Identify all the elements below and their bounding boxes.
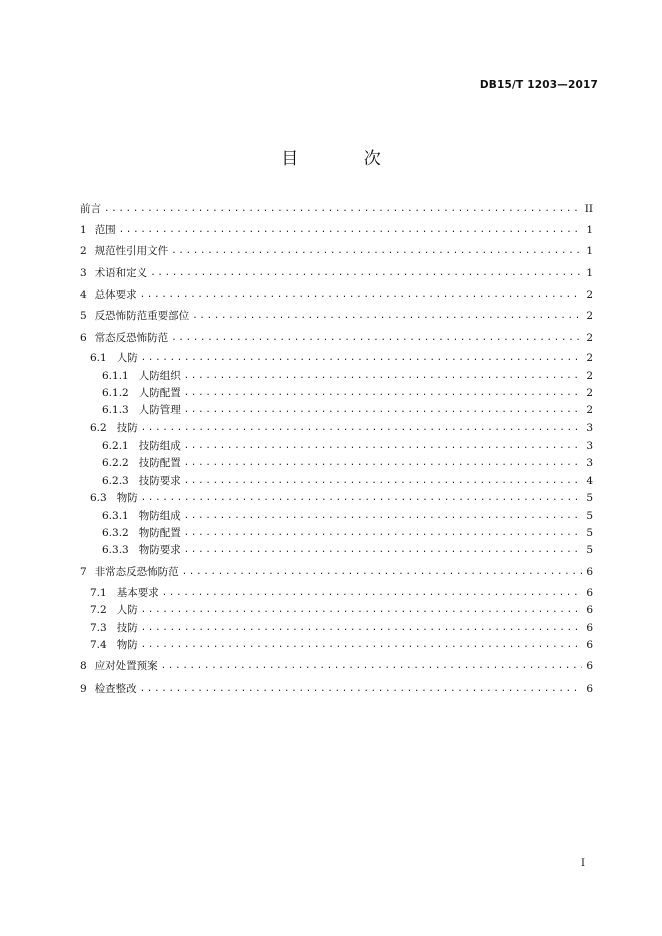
toc-entry-label: 技防要求 xyxy=(138,475,181,487)
toc-entry-label: 物防 xyxy=(116,492,138,504)
toc-entry[interactable] xyxy=(80,657,593,673)
toc-entry-number: 6.1.1 xyxy=(102,370,129,382)
toc-entry-number: 1 xyxy=(80,224,87,236)
page-number: I xyxy=(581,858,585,869)
toc-entry-number: 7.1 xyxy=(90,587,107,599)
toc-entry-number: 6.3.1 xyxy=(102,510,129,522)
toc-entry-label: 人防管理 xyxy=(138,404,181,416)
toc-entry[interactable] xyxy=(102,384,593,400)
dot-leader xyxy=(184,527,582,540)
toc-entry-number: 3 xyxy=(80,267,87,279)
dot-leader xyxy=(162,587,582,600)
dot-leader xyxy=(119,224,582,237)
toc-entry-number: 6.2 xyxy=(90,422,107,434)
toc-entry-page: 5 xyxy=(586,510,593,522)
dot-leader xyxy=(184,510,582,523)
dot-leader xyxy=(171,332,582,345)
toc-entry-label: 检查整改 xyxy=(94,683,137,695)
document-code: DB15/T 1203—2017 xyxy=(479,79,598,91)
toc-entry-number: 6 xyxy=(80,332,87,344)
toc-entry-label: 技防组成 xyxy=(138,440,181,452)
toc-entry-page: 6 xyxy=(586,639,593,651)
toc-entry-page: 2 xyxy=(586,289,593,301)
dot-leader xyxy=(141,639,582,652)
toc-entry-label: 人防组织 xyxy=(138,370,181,382)
dot-leader xyxy=(184,387,582,400)
toc-entry-page: 3 xyxy=(586,422,593,434)
toc-entry-page: 2 xyxy=(586,352,593,364)
toc-entry-number: 6.2.1 xyxy=(102,440,129,452)
toc-entry-page: 3 xyxy=(586,457,593,469)
toc-entry-label: 人防配置 xyxy=(138,387,181,399)
toc-entry[interactable] xyxy=(102,472,593,488)
toc-entry-page: 6 xyxy=(586,660,593,672)
toc-entry-label: 技防 xyxy=(116,622,138,634)
toc-entry-number: 6.3 xyxy=(90,492,107,504)
toc-entry[interactable] xyxy=(102,454,593,470)
toc-entry-page: II xyxy=(584,203,593,215)
toc-entry-page: 1 xyxy=(586,267,593,279)
dot-leader xyxy=(184,475,582,488)
toc-entry-label: 范围 xyxy=(94,224,116,236)
toc-entry-number: 7.2 xyxy=(90,604,107,616)
toc-entry-number: 7 xyxy=(80,566,87,578)
page-title: 目 次 xyxy=(281,149,411,169)
toc-entry-label: 技防配置 xyxy=(138,457,181,469)
toc-entry[interactable] xyxy=(80,264,593,280)
toc-entry[interactable] xyxy=(80,680,593,696)
toc-entry-number: 6.2.2 xyxy=(102,457,129,469)
toc-entry[interactable] xyxy=(102,541,593,557)
dot-leader xyxy=(171,245,582,258)
toc-entry[interactable] xyxy=(102,367,593,383)
toc-entry-number: 9 xyxy=(80,683,87,695)
dot-leader xyxy=(150,267,582,280)
dot-leader xyxy=(141,352,582,365)
toc-entry-label: 物防组成 xyxy=(138,510,181,522)
toc-entry-page: 5 xyxy=(586,544,593,556)
toc-entry[interactable] xyxy=(80,563,593,579)
toc-entry[interactable] xyxy=(80,221,593,237)
dot-leader xyxy=(141,422,582,435)
dot-leader xyxy=(141,492,582,505)
toc-entry-number: 6.1.3 xyxy=(102,404,129,416)
toc-entry-page: 5 xyxy=(586,492,593,504)
toc-entry[interactable] xyxy=(90,584,593,600)
toc-entry-label: 常态反恐怖防范 xyxy=(94,332,169,344)
toc-entry-number: 7.3 xyxy=(90,622,107,634)
toc-entry[interactable] xyxy=(90,636,593,652)
toc-entry-page: 2 xyxy=(586,332,593,344)
toc-entry-number: 6.3.2 xyxy=(102,527,129,539)
toc-entry-label: 规范性引用文件 xyxy=(94,245,169,257)
toc-entry-label: 技防 xyxy=(116,422,138,434)
toc-entry[interactable] xyxy=(102,401,593,417)
toc-entry-number: 4 xyxy=(80,289,87,301)
toc-entry[interactable] xyxy=(102,437,593,453)
toc-entry[interactable] xyxy=(90,349,593,365)
toc-entry-number: 8 xyxy=(80,660,87,672)
dot-leader xyxy=(184,457,582,470)
toc-entry-number: 2 xyxy=(80,245,87,257)
toc-entry[interactable] xyxy=(102,524,593,540)
toc-entry-label: 物防配置 xyxy=(138,527,181,539)
toc-entry[interactable] xyxy=(90,601,593,617)
toc-entry-label: 反恐怖防范重要部位 xyxy=(94,310,190,322)
toc-entry-page: 6 xyxy=(586,587,593,599)
dot-leader xyxy=(161,660,582,673)
dot-leader xyxy=(184,544,582,557)
dot-leader xyxy=(141,622,582,635)
toc-entry-label: 物防要求 xyxy=(138,544,181,556)
toc-entry-label: 非常态反恐怖防范 xyxy=(94,566,179,578)
dot-leader xyxy=(192,310,582,323)
toc-entry[interactable] xyxy=(90,489,593,505)
dot-leader xyxy=(140,289,582,302)
toc-entry[interactable] xyxy=(102,507,593,523)
toc-entry-label: 基本要求 xyxy=(116,587,159,599)
toc-entry-number: 6.1.2 xyxy=(102,387,129,399)
toc-entry-label: 术语和定义 xyxy=(94,267,148,279)
toc-entry-page: 6 xyxy=(586,622,593,634)
toc-entry-number: 6.2.3 xyxy=(102,475,129,487)
toc-entry-page: 5 xyxy=(586,527,593,539)
toc-entry-number: 6.3.3 xyxy=(102,544,129,556)
toc-entry-page: 3 xyxy=(586,440,593,452)
toc-entry-page: 2 xyxy=(586,387,593,399)
toc-entry[interactable] xyxy=(80,242,593,258)
toc-entry-page: 6 xyxy=(586,604,593,616)
toc-entry-number: 6.1 xyxy=(90,352,107,364)
toc-entry-label: 应对处置预案 xyxy=(94,660,158,672)
toc-entry-page: 6 xyxy=(586,566,593,578)
toc-entry-label: 前言 xyxy=(80,203,101,215)
toc-entry[interactable] xyxy=(90,619,593,635)
toc-entry-label: 人防 xyxy=(116,604,138,616)
toc-entry-label: 人防 xyxy=(116,352,138,364)
toc-entry-label: 总体要求 xyxy=(94,289,137,301)
dot-leader xyxy=(184,404,582,417)
toc-entry-number: 5 xyxy=(80,310,87,322)
toc-entry[interactable] xyxy=(90,419,593,435)
toc-entry[interactable] xyxy=(80,286,593,302)
toc-entry-page: 1 xyxy=(586,224,593,236)
dot-leader xyxy=(182,566,582,579)
toc-entry-page: 4 xyxy=(586,475,593,487)
toc-entry-label: 物防 xyxy=(116,639,138,651)
toc-entry[interactable] xyxy=(80,329,593,345)
toc-entry-page: 2 xyxy=(586,370,593,382)
dot-leader xyxy=(184,440,582,453)
toc-entry-number: 7.4 xyxy=(90,639,107,651)
dot-leader xyxy=(184,370,582,383)
dot-leader xyxy=(104,203,582,216)
toc-entry-page: 6 xyxy=(586,683,593,695)
toc-entry[interactable] xyxy=(80,307,593,323)
dot-leader xyxy=(140,683,582,696)
toc-entry[interactable] xyxy=(80,200,593,216)
toc-entry-page: 2 xyxy=(586,404,593,416)
toc-entry-page: 1 xyxy=(586,245,593,257)
toc-entry-page: 2 xyxy=(586,310,593,322)
dot-leader xyxy=(141,604,582,617)
